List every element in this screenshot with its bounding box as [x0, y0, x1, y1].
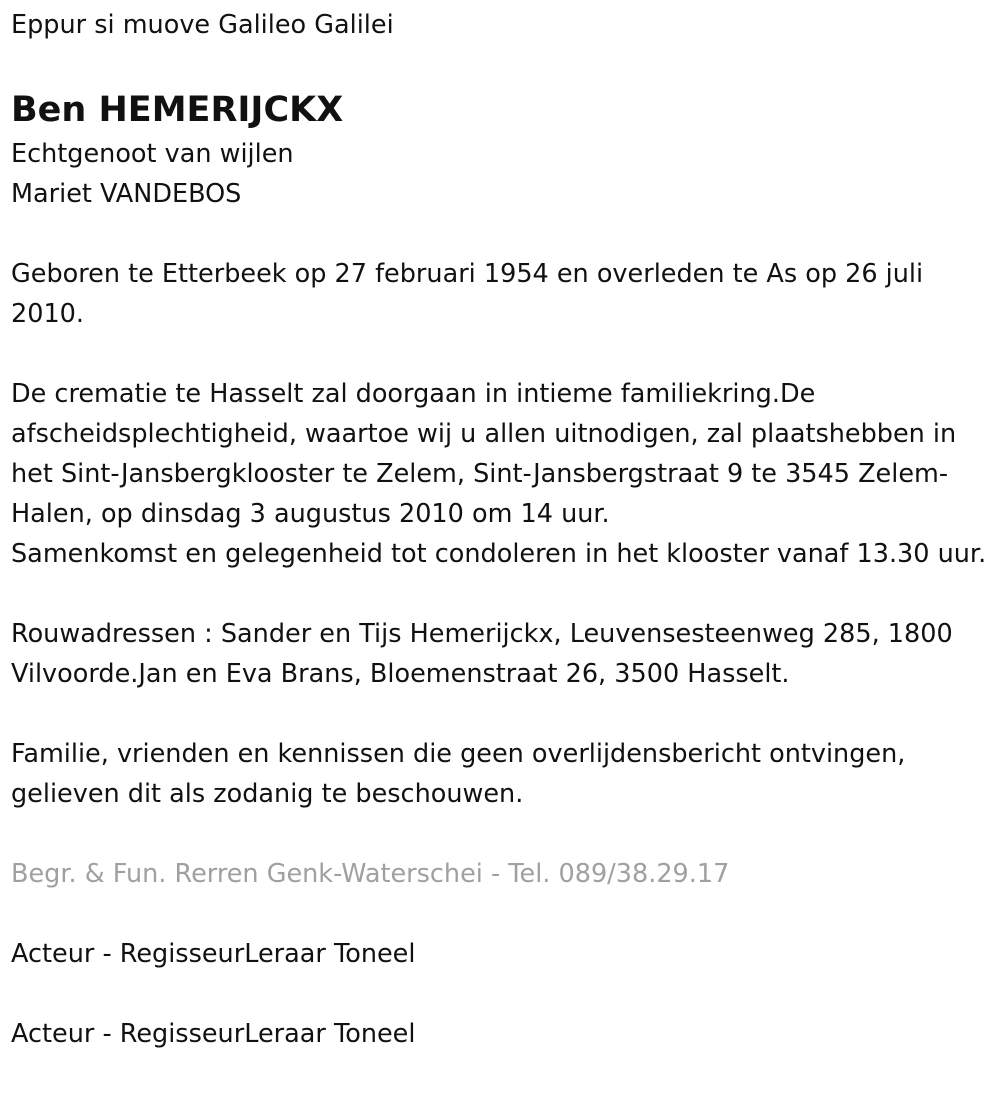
addresses-paragraph: Rouwadressen : Sander en Tijs Hemerijckx, Leuvensesteenweg 285, 1800 Vilvoorde.Jan en Eva Brans, Bloemenstraat 26, 3500 Hasselt. [11, 619, 953, 689]
spacer [11, 214, 1000, 254]
spacer [11, 894, 1000, 934]
funeral-home-line: Begr. & Fun. Rerren Genk-Waterschei - Tel. 089/38.29.17 [11, 859, 730, 889]
deceased-name: Ben HEMERIJCKX [11, 90, 344, 130]
ceremony-paragraph: De crematie te Hasselt zal doorgaan in intieme familiekring.De afscheidsplechtigheid, waartoe wij u allen uitnodigen, zal plaatshebben in het Sint-Jansbergklooster te Zelem, Sint-Jansbergstraat 9 te 3545 Zelem-Halen, op dinsdag 3 augustus 2010 om 14 uur. [11, 379, 957, 529]
quote-text: Eppur si muove Galileo Galilei [11, 10, 394, 40]
spacer [11, 814, 1000, 854]
spacer [11, 334, 1000, 374]
profession-line-1: Acteur - RegisseurLeraar Toneel [11, 939, 416, 969]
spacer [11, 574, 1000, 614]
spacer [11, 694, 1000, 734]
obituary-document [0, 5, 1000, 1054]
spacer [11, 974, 1000, 1014]
spouse-line-2: Mariet VANDEBOS [11, 179, 242, 209]
notice-paragraph: Familie, vrienden en kennissen die geen overlijdensbericht ontvingen, gelieven dit als zodanig te beschouwen. [11, 739, 906, 809]
gathering-paragraph: Samenkomst en gelegenheid tot condoleren in het klooster vanaf 13.30 uur. [11, 539, 987, 569]
profession-line-2: Acteur - RegisseurLeraar Toneel [11, 1019, 416, 1049]
birth-death-paragraph: Geboren te Etterbeek op 27 februari 1954 en overleden te As op 26 juli 2010. [11, 259, 924, 329]
spouse-line-1: Echtgenoot van wijlen [11, 139, 294, 169]
